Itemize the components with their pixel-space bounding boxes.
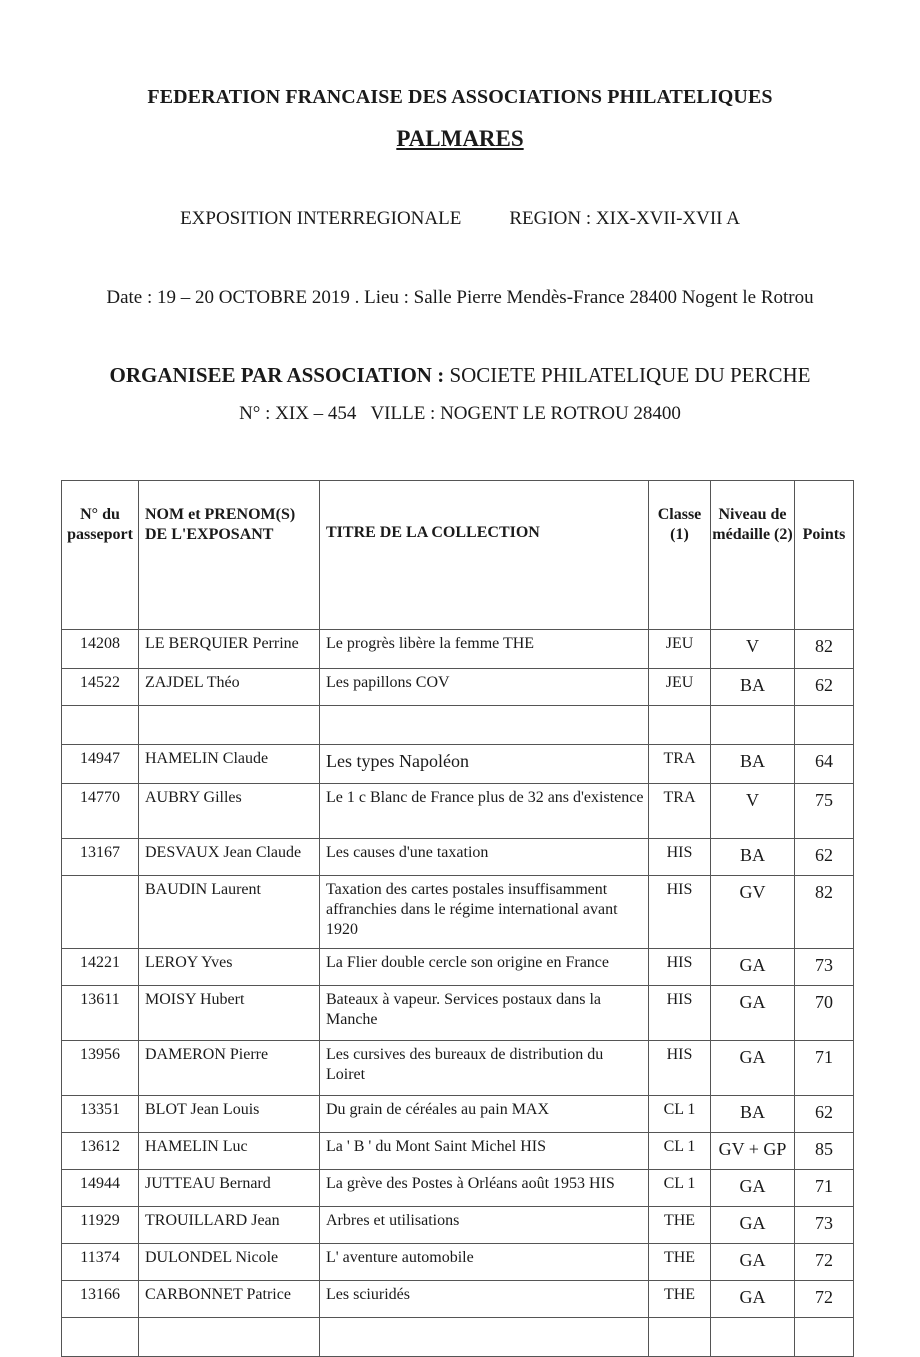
cell-passeport: 13956 — [62, 1041, 139, 1096]
cell-nom: TROUILLARD Jean — [139, 1207, 320, 1244]
cell-niveau: BA — [711, 669, 795, 706]
table-row — [62, 706, 854, 745]
table-row — [62, 745, 854, 784]
cell-niveau: BA — [711, 1096, 795, 1133]
table-row — [62, 986, 854, 1041]
exposition-type: EXPOSITION INTERREGIONALE — [180, 208, 462, 229]
cell-titre: Le 1 c Blanc de France plus de 32 ans d'existence — [320, 784, 649, 839]
cell-niveau: GA — [711, 1207, 795, 1244]
cell-titre: Les causes d'une taxation — [320, 839, 649, 876]
date-lieu-line: Date : 19 – 20 OCTOBRE 2019 . Lieu : Salle Pierre Mendès-France 28400 Nogent le Rotrou — [106, 287, 814, 308]
cell-nom — [139, 706, 320, 745]
cell-passeport: 14208 — [62, 630, 139, 669]
cell-points: 72 — [795, 1281, 854, 1318]
cell-points: 64 — [795, 745, 854, 784]
header-titre: TITRE DE LA COLLECTION — [320, 481, 649, 630]
cell-niveau — [711, 1318, 795, 1357]
table-row — [62, 630, 854, 669]
cell-points: 73 — [795, 1207, 854, 1244]
cell-titre: Les sciuridés — [320, 1281, 649, 1318]
cell-classe: HIS — [649, 986, 711, 1041]
cell-passeport: 13611 — [62, 986, 139, 1041]
cell-points — [795, 1318, 854, 1357]
association-number: N° : XIX – 454 — [239, 403, 357, 424]
table-row — [62, 669, 854, 706]
cell-points: 75 — [795, 784, 854, 839]
palmares-title: PALMARES — [396, 126, 524, 151]
cell-titre: Les papillons COV — [320, 669, 649, 706]
cell-titre: Bateaux à vapeur. Services postaux dans la Manche — [320, 986, 649, 1041]
cell-classe: TRA — [649, 745, 711, 784]
cell-titre: Le progrès libère la femme THE — [320, 630, 649, 669]
cell-niveau: GA — [711, 1281, 795, 1318]
cell-passeport: 11374 — [62, 1244, 139, 1281]
cell-niveau: GA — [711, 1170, 795, 1207]
cell-nom: DULONDEL Nicole — [139, 1244, 320, 1281]
table-row — [62, 876, 854, 949]
cell-classe: JEU — [649, 630, 711, 669]
table-row — [62, 839, 854, 876]
cell-classe: CL 1 — [649, 1096, 711, 1133]
cell-passeport — [62, 1318, 139, 1357]
header-passeport: N° du passeport — [62, 481, 139, 630]
organisee-line — [0, 363, 920, 388]
cell-classe: HIS — [649, 876, 711, 949]
cell-points: 62 — [795, 1096, 854, 1133]
cell-passeport: 13167 — [62, 839, 139, 876]
organisee-label: ORGANISEE PAR ASSOCIATION : — [109, 363, 445, 387]
cell-niveau: GA — [711, 949, 795, 986]
cell-points: 62 — [795, 839, 854, 876]
cell-titre: La Flier double cercle son origine en France — [320, 949, 649, 986]
cell-points: 72 — [795, 1244, 854, 1281]
table-header-row — [62, 481, 854, 630]
table-row — [62, 1244, 854, 1281]
cell-niveau: GA — [711, 1244, 795, 1281]
table-row — [62, 949, 854, 986]
cell-passeport: 13351 — [62, 1096, 139, 1133]
table-row — [62, 1096, 854, 1133]
cell-niveau: GA — [711, 986, 795, 1041]
cell-nom: LE BERQUIER Perrine — [139, 630, 320, 669]
cell-niveau: GV — [711, 876, 795, 949]
cell-classe: CL 1 — [649, 1170, 711, 1207]
header-niveau: Niveau de médaille (2) — [711, 481, 795, 630]
cell-titre: Les types Napoléon — [320, 745, 649, 784]
cell-classe: HIS — [649, 1041, 711, 1096]
cell-nom: AUBRY Gilles — [139, 784, 320, 839]
cell-titre: Les cursives des bureaux de distribution du Loiret — [320, 1041, 649, 1096]
cell-classe: CL 1 — [649, 1133, 711, 1170]
cell-nom: CARBONNET Patrice — [139, 1281, 320, 1318]
cell-nom: BAUDIN Laurent — [139, 876, 320, 949]
cell-passeport: 11929 — [62, 1207, 139, 1244]
cell-classe — [649, 706, 711, 745]
cell-titre: Du grain de céréales au pain MAX — [320, 1096, 649, 1133]
header-classe: Classe (1) — [649, 481, 711, 630]
region: REGION : XIX-XVII-XVII A — [509, 208, 740, 229]
palmares-table — [61, 480, 854, 1357]
table-row — [62, 1281, 854, 1318]
cell-classe: THE — [649, 1281, 711, 1318]
cell-passeport: 13612 — [62, 1133, 139, 1170]
cell-niveau: GA — [711, 1041, 795, 1096]
cell-nom: LEROY Yves — [139, 949, 320, 986]
federation-heading: FEDERATION FRANCAISE DES ASSOCIATIONS PHILATELIQUES — [147, 86, 773, 108]
cell-titre: Taxation des cartes postales insuffisamment affranchies dans le régime international avant 1920 — [320, 876, 649, 949]
table-row — [62, 1041, 854, 1096]
cell-points: 70 — [795, 986, 854, 1041]
cell-passeport — [62, 706, 139, 745]
cell-titre: La ' B ' du Mont Saint Michel HIS — [320, 1133, 649, 1170]
cell-points: 71 — [795, 1170, 854, 1207]
ville: VILLE : NOGENT LE ROTROU 28400 — [370, 403, 681, 424]
cell-classe: HIS — [649, 949, 711, 986]
numero-ville-line — [0, 403, 920, 425]
cell-nom: ZAJDEL Théo — [139, 669, 320, 706]
organisee-value: SOCIETE PHILATELIQUE DU PERCHE — [444, 363, 811, 387]
cell-points: 82 — [795, 630, 854, 669]
cell-nom: MOISY Hubert — [139, 986, 320, 1041]
cell-points: 73 — [795, 949, 854, 986]
cell-passeport: 14770 — [62, 784, 139, 839]
cell-niveau: BA — [711, 745, 795, 784]
cell-passeport: 14221 — [62, 949, 139, 986]
header-points: Points — [795, 481, 854, 630]
cell-niveau: BA — [711, 839, 795, 876]
cell-titre: L' aventure automobile — [320, 1244, 649, 1281]
table-row — [62, 1133, 854, 1170]
cell-passeport: 13166 — [62, 1281, 139, 1318]
cell-niveau: V — [711, 784, 795, 839]
cell-titre — [320, 1318, 649, 1357]
cell-classe: JEU — [649, 669, 711, 706]
cell-nom: JUTTEAU Bernard — [139, 1170, 320, 1207]
cell-points: 85 — [795, 1133, 854, 1170]
cell-points — [795, 706, 854, 745]
cell-titre — [320, 706, 649, 745]
cell-nom — [139, 1318, 320, 1357]
cell-nom: BLOT Jean Louis — [139, 1096, 320, 1133]
cell-classe: HIS — [649, 839, 711, 876]
cell-nom: HAMELIN Luc — [139, 1133, 320, 1170]
table-row — [62, 784, 854, 839]
cell-passeport: 14522 — [62, 669, 139, 706]
cell-nom: DAMERON Pierre — [139, 1041, 320, 1096]
table-row — [62, 1318, 854, 1357]
cell-points: 62 — [795, 669, 854, 706]
header-nom: NOM et PRENOM(S) DE L'EXPOSANT — [139, 481, 320, 630]
table-row — [62, 1207, 854, 1244]
cell-classe: TRA — [649, 784, 711, 839]
cell-nom: HAMELIN Claude — [139, 745, 320, 784]
cell-passeport: 14947 — [62, 745, 139, 784]
cell-nom: DESVAUX Jean Claude — [139, 839, 320, 876]
cell-passeport — [62, 876, 139, 949]
cell-passeport: 14944 — [62, 1170, 139, 1207]
cell-points: 71 — [795, 1041, 854, 1096]
cell-classe: THE — [649, 1207, 711, 1244]
cell-niveau: GV + GP — [711, 1133, 795, 1170]
cell-classe — [649, 1318, 711, 1357]
cell-niveau — [711, 706, 795, 745]
cell-points: 82 — [795, 876, 854, 949]
table-row — [62, 1170, 854, 1207]
table-body — [62, 630, 854, 1357]
cell-titre: Arbres et utilisations — [320, 1207, 649, 1244]
cell-classe: THE — [649, 1244, 711, 1281]
cell-titre: La grève des Postes à Orléans août 1953 HIS — [320, 1170, 649, 1207]
cell-niveau: V — [711, 630, 795, 669]
exposition-line — [0, 208, 920, 230]
